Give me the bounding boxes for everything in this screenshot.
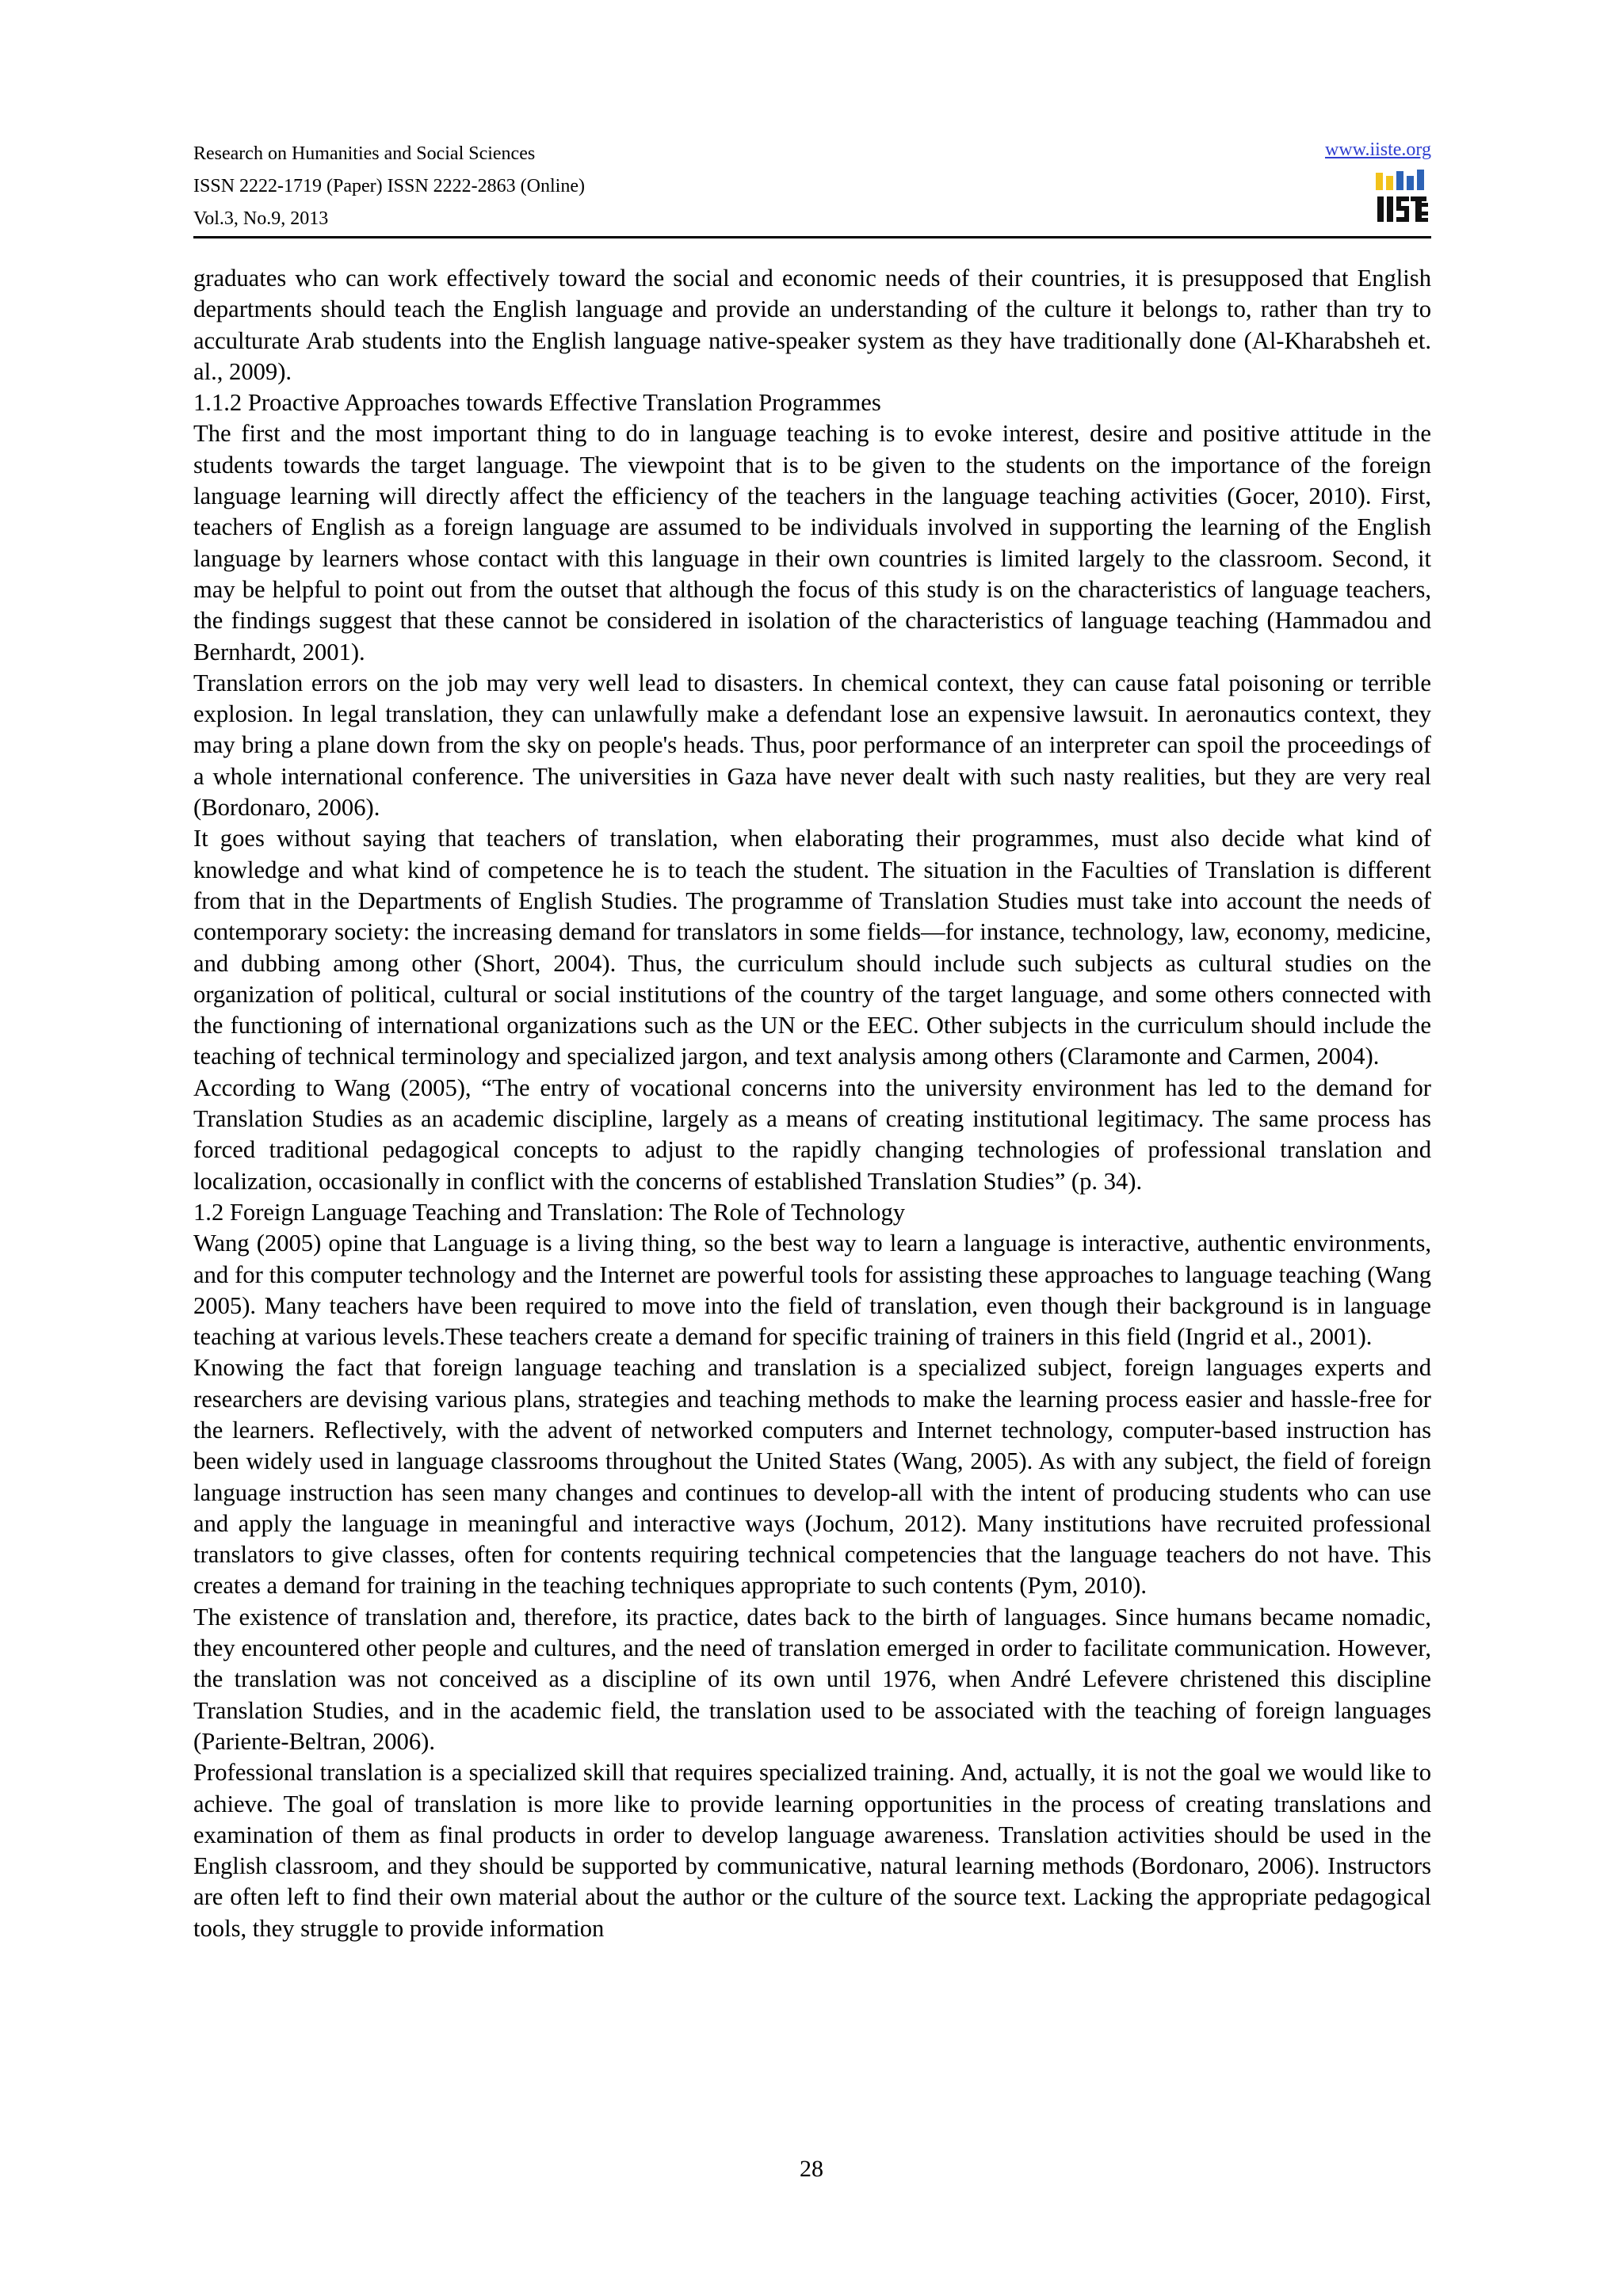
paragraph-translation-errors: Translation errors on the job may very well lead to disasters. In chemical context, they can cause fatal poisoning or terrible explosion. In legal translation, they can unlawfully make a defendant lose an expensive lawsuit. In aeronautics context, they may bring a plane down from the sky on people's heads. Thus, poor performance of an interpreter can spoil the proceedings of a whole international conference. The universities in Gaza have never dealt with such nasty realities, but they are very real (Bordonaro, 2006).: [193, 669, 1431, 822]
page-header: [193, 133, 1431, 238]
paragraph-wang-quote: According to Wang (2005), “The entry of vocational concerns into the university environment has led to the demand for Translation Studies as an academic discipline, largely as a means of creating institutional legitimacy. The same process has forced traditional pedagogical concepts to adjust to the rapidly changing technologies of professional translation and localization, occasionally in conflict with the concerns of established Translation Studies” (p. 34).: [193, 1074, 1431, 1195]
paragraph-professional-translation: Professional translation is a specialized skill that requires specialized training. And, actually, it is not the goal we would like to achieve. The goal of translation is more like to provide learning opportunities in the process of creating translations and examination of them as final products in order to develop language awareness. Translation activities should be used in the English classroom, and they should be supported by communicative, natural learning methods (Bordonaro, 2006). Instructors are often left to find their own material about the author or the culture of the source text. Lacking the appropriate pedagogical tools, they struggle to provide information: [193, 1759, 1431, 1942]
page-number: 28: [800, 2156, 823, 2182]
journal-volume: Vol.3, No.9, 2013: [193, 208, 329, 229]
journal-issn: ISSN 2222-1719 (Paper) ISSN 2222-2863 (Online): [193, 176, 585, 196]
paragraph-existence-of-translation: The existence of translation and, therefore, its practice, dates back to the birth of languages. Since humans became nomadic, they encountered other people and cultures, and the need of translation emerged in order to facilitate communication. However, the translation was not conceived as a discipline of its own until 1976, when André Lefevere christened this discipline Translation Studies, and in the academic field, the translation used to be associated with the teaching of foreign languages (Pariente-Beltran, 2006).: [193, 1603, 1431, 1755]
journal-title: Research on Humanities and Social Sciences: [193, 143, 536, 164]
paragraph-language-living-thing: Wang (2005) opine that Language is a living thing, so the best way to learn a language is interactive, authentic environments, and for this computer technology and the Internet are powerful tools for assisting these approaches to language teaching (Wang 2005). Many teachers have been required to move into the field of translation, even though their background is in language teaching at various levels.These teachers create a demand for specific training of trainers in this field (Ingrid et al., 2001).: [193, 1230, 1431, 1351]
header-right: [1325, 138, 1431, 162]
section-heading-1-1-2: 1.1.2 Proactive Approaches towards Effective Translation Programmes: [193, 389, 881, 417]
article-body: [193, 263, 1431, 1944]
section-heading-1-2: 1.2 Foreign Language Teaching and Translation: The Role of Technology: [193, 1198, 906, 1226]
paragraph-graduates: graduates who can work effectively toward the social and economic needs of their countries, it is presupposed that English departments should teach the English language and provide an understanding of the culture it belongs to, rather than try to acculturate Arab students into the English language native-speaker system as they have traditionally done (Al-Kharabsheh et. al., 2009).: [193, 265, 1431, 385]
paragraph-first-thing: The first and the most important thing to do in language teaching is to evoke interest, desire and positive attitude in the students towards the target language. The viewpoint that is to be given to the students on the importance of the foreign language learning will directly affect the efficiency of the teachers in the language teaching activities (Gocer, 2010). First, teachers of English as a foreign language are assumed to be individuals involved in supporting the learning of the English language by learners whose contact with this language in their own countries is limited largely to the classroom. Second, it may be helpful to point out from the outset that although the focus of this study is on the characteristics of language teachers, the findings suggest that these cannot be considered in isolation of the characteristics of language teaching (Hammadou and Bernhardt, 2001).: [193, 420, 1431, 666]
paragraph-teachers-of-translation: It goes without saying that teachers of translation, when elaborating their programmes, must also decide what kind of knowledge and what kind of competence he is to teach the student. The situation in the Faculties of Translation is different from that in the Departments of English Studies. The programme of Translation Studies must take into account the needs of contemporary society: the increasing demand for translators in some fields—for instance, technology, law, economy, medicine, and dubbing among other (Short, 2004). Thus, the curriculum should include such subjects as cultural studies on the organization of political, cultural or social institutions of the country of the target language, and some others connected with the functioning of international organizations such as the UN or the EEC. Other subjects in the curriculum should include the teaching of technical terminology and specialized jargon, and text analysis among others (Claramonte and Carmen, 2004).: [193, 825, 1431, 1070]
journal-info: [193, 138, 585, 235]
website-link[interactable]: www.iiste.org: [1325, 139, 1431, 160]
paragraph-knowing-the-fact: Knowing the fact that foreign language teaching and translation is a specialized subject, foreign languages experts and researchers are devising various plans, strategies and teaching methods to make the learning process easier and hassle-free for the learners. Reflectively, with the advent of networked computers and Internet technology, computer-based instruction has been widely used in language classrooms throughout the United States (Wang, 2005). As with any subject, the field of foreign language instruction has seen many changes and continues to develop-all with the intent of producing students who can use and apply the language in meaningful and interactive ways (Jochum, 2012). Many institutions have recruited professional translators to give classes, often for contents requiring technical competencies that the language teachers do not have. This creates a demand for training in the teaching techniques appropriate to such contents (Pym, 2010).: [193, 1354, 1431, 1600]
iiste-logo-icon: [1374, 168, 1428, 225]
